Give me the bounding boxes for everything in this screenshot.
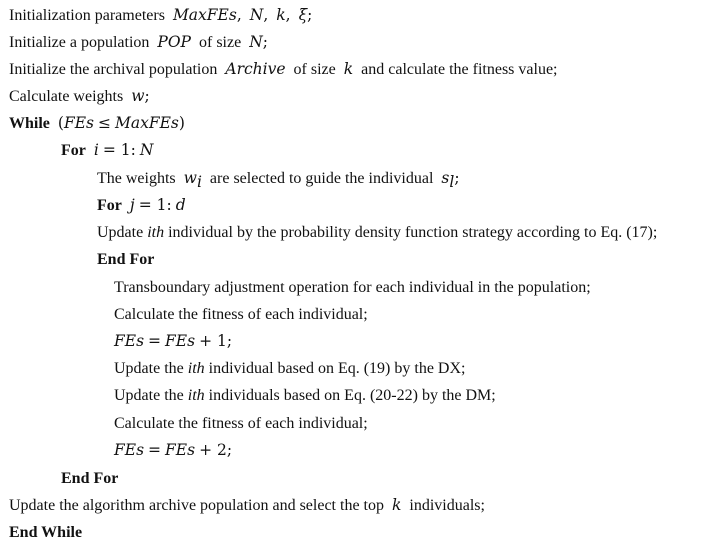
text: Calculate the fitness of each individual;	[114, 415, 368, 432]
keyword-for: For	[97, 197, 122, 214]
math-k: k	[276, 6, 286, 24]
text: and calculate the fitness value;	[361, 61, 558, 78]
line-update-archive	[0, 492, 485, 519]
text: individual based on Eq. (19) by the DX;	[208, 360, 466, 377]
math-fes: FEs	[114, 332, 145, 350]
text: Initialize a population	[9, 34, 150, 51]
text: individuals;	[409, 497, 485, 514]
keyword-for: For	[61, 142, 86, 159]
text: of size	[198, 34, 242, 51]
math-n: N	[249, 6, 264, 24]
text: Update the	[114, 387, 184, 404]
math-paren: )	[178, 114, 185, 132]
line-update-pdf	[0, 219, 657, 246]
line-init-params	[0, 2, 312, 29]
text: Initialization parameters	[9, 7, 165, 24]
line-calc-fitness-2	[0, 410, 368, 437]
math-k: k	[392, 496, 402, 514]
math-d: d	[175, 196, 186, 214]
line-transboundary	[0, 274, 591, 301]
math-maxfes: MaxFEs	[172, 6, 237, 24]
line-calc-fitness-1	[0, 301, 368, 328]
text: Calculate weights	[9, 88, 124, 105]
math-w: w	[131, 87, 145, 105]
math-fes: FEs	[165, 332, 196, 350]
text-ith: ith	[187, 360, 205, 377]
math-fes: FEs	[114, 441, 145, 459]
math-fes: FEs	[63, 114, 94, 132]
line-end-while	[0, 519, 82, 546]
text: The weights	[97, 170, 176, 187]
text: Initialize the archival population	[9, 61, 218, 78]
math-equals: =	[148, 332, 162, 350]
math-subscript-l: l	[449, 173, 455, 192]
math-paren: (	[57, 114, 64, 132]
math-maxfes: MaxFEs	[114, 114, 179, 132]
math-k: k	[343, 60, 354, 78]
line-while	[0, 110, 185, 137]
math-j: j	[129, 196, 135, 214]
line-init-population	[0, 29, 268, 56]
math-i: i	[93, 141, 99, 159]
math-semicolon: ;	[262, 33, 268, 51]
math-fes: FEs	[165, 441, 196, 459]
math-pop: POP	[157, 33, 191, 51]
math-range: = 1:	[102, 141, 136, 159]
math-increment: + 2;	[199, 441, 233, 459]
line-for-j	[0, 192, 186, 219]
line-fes-plus-2	[0, 437, 232, 464]
line-weights-select	[0, 165, 460, 192]
math-comma: ,	[236, 6, 242, 24]
math-semicolon: ;	[454, 169, 460, 187]
math-comma: ,	[285, 6, 291, 24]
line-update-dm	[0, 382, 496, 409]
line-calc-weights	[0, 83, 150, 110]
math-range: = 1:	[138, 196, 172, 214]
keyword-while: While	[9, 115, 50, 132]
math-n: N	[139, 141, 154, 159]
math-comma: ,	[263, 6, 269, 24]
text: Transboundary adjustment operation for each individual in the population;	[114, 279, 591, 296]
keyword-end-while: End While	[9, 524, 83, 541]
math-increment: + 1;	[199, 332, 233, 350]
math-equals: =	[148, 441, 162, 459]
text: Calculate the fitness of each individual;	[114, 306, 368, 323]
keyword-end-for: End For	[97, 251, 155, 268]
line-end-for-j	[0, 246, 154, 273]
math-s: s	[441, 169, 450, 187]
math-xi: ξ	[298, 6, 308, 24]
text: are selected to guide the individual	[209, 170, 434, 187]
text: Update the algorithm archive population and select the top	[9, 497, 384, 514]
math-semicolon: ;	[144, 87, 150, 105]
line-update-dx	[0, 355, 465, 382]
line-fes-plus-1	[0, 328, 232, 355]
math-w: w	[183, 169, 197, 187]
math-archive: Archive	[225, 60, 286, 78]
line-for-i	[0, 137, 153, 164]
keyword-end-for: End For	[61, 470, 119, 487]
text: individual by the probability density function strategy according to Eq. (17);	[168, 224, 658, 241]
math-subscript-i: i	[196, 173, 202, 192]
math-semicolon: ;	[307, 6, 313, 24]
math-leq: ≤	[97, 114, 111, 132]
text: of size	[293, 61, 336, 78]
text: Update	[97, 224, 144, 241]
line-init-archive	[0, 56, 558, 83]
math-n: N	[249, 33, 263, 51]
line-end-for-i	[0, 465, 118, 492]
text: individuals based on Eq. (20-22) by the DM;	[208, 387, 496, 404]
text: Update the	[114, 360, 184, 377]
text-ith: ith	[187, 387, 205, 404]
text-ith: ith	[147, 224, 165, 241]
